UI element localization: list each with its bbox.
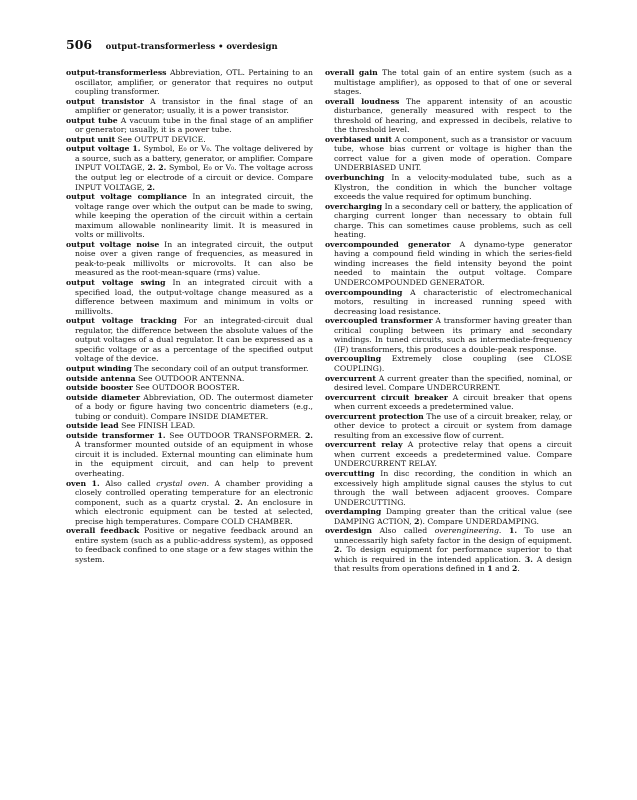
entry-text: Damping greater than the critical value (see DAMPING ACTION, [334,507,572,526]
entry-text: A protective relay that opens a circuit when current exceeds a predetermined value. Compare UNDERCURRENT RELAY. [334,440,572,469]
entry-text: A vacuum tube in the final stage of an amplifier or generator; usually, it is a power tube. [75,115,313,135]
entry-headword: outside antenna [66,373,136,383]
dictionary-entry [325,393,572,412]
sense-number: 1. [508,526,517,536]
dictionary-entry [66,240,313,278]
entry-text: To design equipment for performance superior to that which is required in the intended application. [334,545,572,564]
entry-text: . A chamber providing a closely controlled operating temperature for an electronic component, such as a quartz crystal. [75,478,313,507]
entry-text: A transformer mounted outside of an equipment in whose circuit it is included. External mounting can eliminate hum in the equipment circuit, and can help to prevent overheating. [75,440,313,478]
sense-number: 1 [487,564,493,574]
entry-text: and [492,564,512,574]
entry-headword: overdesign [325,526,373,536]
entry-text: See FINISH LEAD. [118,421,196,431]
dictionary-entry [66,278,313,316]
entry-text: Also called [99,478,157,488]
entry-text: Symbol, E₀ or V₀. The voltage delivered by a source, such as a battery, generator, or amplifier. Compare INPUT VOLTAGE, [75,144,313,173]
entry-text: See OUTPUT DEVICE. [115,134,206,144]
entry-text: ). Compare UNDERDAMPING. [419,516,539,526]
italic-term: overengineering [434,526,499,536]
entry-headword: overall gain [325,68,378,77]
dictionary-entry [66,144,313,192]
entry-text: Extremely close coupling (see CLOSE COUPLING). [334,354,572,373]
dictionary-entry [66,479,313,527]
dictionary-entry [325,68,572,97]
entry-headword: output voltage [66,144,130,154]
left-column [66,68,313,564]
entry-headword: output winding [66,363,132,373]
entry-text: The secondary coil of an output transformer. [131,363,309,373]
sense-number: 1. [132,144,141,154]
entry-text: In an integrated circuit, the output noise over a given range of frequencies, as measured in peak-to-peak millivolts or microvolts. It can also be measured as the root-mean-square (rms) value. [75,239,313,278]
sense-number: 2 [512,564,518,574]
dictionary-entry [325,135,572,173]
entry-headword: overcurrent [325,373,376,383]
dictionary-entry [325,412,572,441]
right-column [325,68,572,574]
sense-number: 2. [147,163,156,173]
entry-text: See OUTDOOR TRANSFORMER. [165,430,305,440]
entry-text: To use an unnecessarily high safety factor in the design of equipment. [334,526,572,545]
sense-number: 1. [157,430,166,440]
dictionary-entry [325,354,572,373]
entry-headword: output voltage noise [66,239,160,249]
entry-headword: overall feedback [66,526,140,536]
sense-number: 2. [234,497,243,507]
entry-text: In disc recording, the condition in which an excessively high amplitude signal causes the stylus to cut through the wall between adjacent grooves. Compare UNDERCUTTING. [334,468,572,507]
dictionary-entry [325,507,572,526]
dictionary-entry [325,173,572,202]
dictionary-entry [66,431,313,479]
entry-headword: overcompounding [325,287,403,297]
entry-text: A transistor in the final stage of an amplifier or generator; usually, it is a power transistor. [75,96,314,116]
dictionary-entry [325,202,572,240]
entry-headword: overcutting [325,468,375,478]
page-number: 506 [66,37,93,52]
entry-text: A current greater than the specified, nominal, or desired level. Compare UNDERCURRENT. [334,373,572,393]
entry-headword: overcompounded generator [325,239,451,249]
dictionary-entry [325,316,572,354]
entry-text: A design that results from operations defined in [334,554,572,574]
entry-headword: output voltage compliance [66,192,187,202]
entry-headword: overbiased unit [325,134,392,144]
entry-text: Also called [372,526,435,536]
entry-text: Positive or negative feedback around an entire system (such as a public-address system), as opposed to feedback confined to one stage or a few stages within the system. [75,526,313,564]
dictionary-entry [325,469,572,507]
entry-headword: outside diameter [66,392,141,402]
entry-headword: outside transformer [66,430,154,440]
entry-text: An enclosure in which electronic equipment can be tested at selected, precise high temperatures. Compare COLD CHAMBER. [75,497,313,526]
entry-text: In an integrated circuit with a specified load, the output-voltage change measured as a difference between maximum and minimum in volts or millivolts. [75,278,313,316]
sense-number: 2. [304,430,313,440]
entry-text: For an integrated-circuit dual regulator, the difference between the absolute values of the output voltages of a dual regulator. It can be expressed as a specific voltage or as a percentage of the specified output voltage of the device. [75,316,313,364]
entry-text: A dynamo-type generator having a compound field winding in which the series-field winding increases the field intensity beyond the point needed to maintain the output voltage. Compare UNDERCOMPOUNDED GENERATOR. [334,239,572,288]
entry-text: In a secondary cell or battery, the application of charging current longer than necessary to obtain full charge. This can sometimes cause problems, such as cell heating. [334,201,572,240]
dictionary-entry [66,97,313,116]
dictionary-entry [325,97,572,135]
dictionary-entry [66,116,313,135]
entry-text: A transformer having greater than critical coupling between its primary and secondary windings. In tuned circuits, such as intermediate-frequency (IF) transformers, this produces a double-peak response. [334,316,572,354]
entry-text: The apparent intensity of an acoustic disturbance, generally measured with respect to the threshold of hearing, and expressed in decibels, relative to the threshold level. [334,96,572,135]
sense-number: 3. [524,554,533,564]
entry-text: A circuit breaker that opens when current exceeds a predetermined value. [334,392,572,412]
dictionary-entry [325,288,572,317]
dictionary-entry [325,374,572,393]
entry-text: See OUTDOOR ANTENNA. [135,373,245,383]
dictionary-entry [66,383,313,393]
entry-text: Abbreviation, OD. The outermost diameter of a body or figure having two concentric diameters (e.g., tubing or conduit). Compare INSIDE DIAMETER. [75,392,313,421]
entry-headword: output voltage swing [66,278,166,288]
entry-headword: overcoupled transformer [325,316,433,326]
entry-headword: overbunching [325,173,385,183]
entry-text: A characteristic of electromechanical motors, resulting in increased running speed with decreasing load resistance. [334,287,572,316]
dictionary-entry [66,393,313,422]
entry-headword: output unit [66,134,116,144]
entry-text: See OUTDOOR BOOSTER. [132,383,240,393]
running-head: output-transformerless • overdesign [105,41,278,51]
dictionary-entry [66,374,313,384]
dictionary-entry [66,316,313,364]
entry-text: The use of a circuit breaker, relay, or other device to protect a circuit or system from damage resulting from an excessive flow of current. [334,411,573,440]
entry-headword: oven [66,478,87,488]
dictionary-entry [325,440,572,469]
entry-headword: overdamping [325,507,382,517]
italic-term: crystal oven [156,478,207,488]
sense-number: 2 [414,516,420,526]
dictionary-entry [66,421,313,431]
entry-headword: overcharging [325,201,383,211]
entry-headword: output-transformerless [66,68,167,77]
sense-number: 2. [158,163,167,173]
entry-headword: outside booster [66,383,133,393]
entry-text: Abbreviation, OTL. Pertaining to an oscillator, amplifier, or generator that requires no output coupling transformer. [75,68,313,97]
dictionary-entry [66,135,313,145]
sense-number: 2. [146,182,155,192]
entry-text: . [498,526,509,536]
entry-headword: overcurrent relay [325,440,403,450]
sense-number: 1. [91,478,100,488]
entry-headword: output voltage tracking [66,316,177,326]
dictionary-entry [325,240,572,288]
entry-text: A component, such as a transistor or vacuum tube, whose bias current or voltage is higher than the correct value for a given mode of operation. Compare UNDERBIASED UNIT. [334,134,573,173]
entry-text: . [517,564,520,574]
entry-text: Symbol, E₀ or V₀. The voltage across the output leg or electrode of a circuit or device. Compare INPUT VOLTAGE, [75,163,313,192]
entry-text: In an integrated circuit, the voltage range over which the output can be made to swing, while keeping the operation of the circuit within a certain maximum allowable nonlinearity limit. It is measured in volts or millivolts. [75,192,313,240]
dictionary-entry [66,526,313,564]
entry-headword: outside lead [66,421,119,431]
dictionary-entry [66,68,313,97]
page-header [66,34,278,53]
entry-headword: overcurrent circuit breaker [325,392,448,402]
entry-headword: overcoupling [325,354,382,364]
entry-text: The total gain of an entire system (such as a multistage amplifier), as opposed to that of one or several stages. [334,68,572,97]
entry-headword: output transistor [66,96,144,106]
entry-headword: output tube [66,115,118,125]
entry-headword: overall loudness [325,96,400,106]
entry-headword: overcurrent protection [325,411,424,421]
sense-number: 2. [334,545,343,555]
dictionary-entry [325,526,572,574]
entry-text: In a velocity-modulated tube, such as a Klystron, the condition in which the buncher voltage exceeds the value required for optimum bunching. [334,173,572,202]
dictionary-entry [66,192,313,240]
dictionary-entry [66,364,313,374]
